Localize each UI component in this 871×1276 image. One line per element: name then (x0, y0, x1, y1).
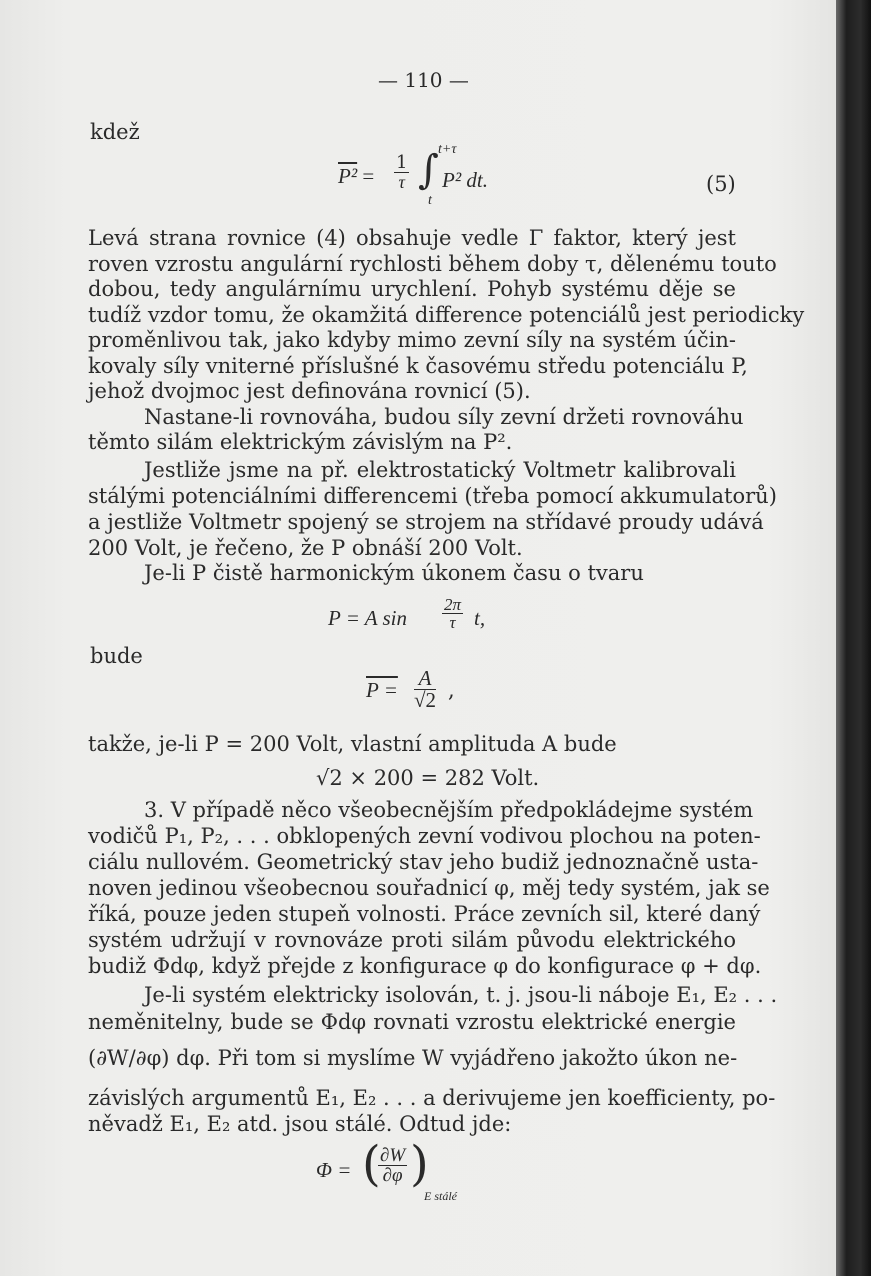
text-line: takže, je-li P = 200 Volt, vlastní amplituda A bude (88, 732, 617, 756)
harmonic-t: t, (474, 606, 486, 630)
text-line: Levá strana rovnice (4) obsahuje vedle Γ faktor, který jest (88, 226, 736, 250)
text-line: Nastane-li rovnováha, budou síly zevní držeti rovnováhu (144, 405, 744, 429)
text-line: těmto silám elektrickým závislým na P². (88, 430, 513, 454)
text-line: neměnitelny, bude se Φdφ rovnati vzrostu elektrické energie (88, 1010, 736, 1034)
text-line: ciálu nullovém. Geometrický stav jeho budiž jednoznačně usta- (88, 850, 759, 874)
word-bude: bude (90, 644, 143, 668)
text-line: vodičů P₁, P₂, . . . obklopených zevní vodivou plochou na poten- (88, 824, 761, 848)
text-line: Je-li systém elektricky isolován, t. j. jsou-li náboje E₁, E₂ . . . (144, 983, 778, 1007)
word-kdez: kdež (90, 120, 140, 144)
text-line: proměnlivou tak, jako kdyby mimo zevní síly na systém účin- (88, 328, 736, 352)
text-line: 3. V případě něco všeobecnějším předpokládejme systém (144, 798, 754, 822)
book-spine-edge (836, 0, 871, 1276)
left-paren: ( (362, 1136, 381, 1192)
text-line: a jestliže Voltmetr spojený se strojem na střídavé proudy udává (88, 510, 764, 534)
equation-phi-lhs: Φ = (316, 1158, 352, 1182)
equation-number-5: (5) (706, 172, 736, 196)
equation-5-lhs: P² = (338, 164, 375, 188)
right-paren: ) (410, 1136, 429, 1192)
text-line: dobou, tedy angulárnímu urychlení. Pohyb systému děje se (88, 277, 736, 301)
text-line: 200 Volt, je řečeno, že P obnáší 200 Volt. (88, 536, 523, 560)
text-line: stálými potenciálními differencemi (třeba pomocí akkumulatorů) (88, 484, 777, 508)
equation-mean-fraction: $\frac{A}{√2}$ (414, 666, 437, 712)
equation-phi-fraction: $\frac{\partial W}{\partial\varphi}$ (380, 1145, 406, 1186)
page-number: — 110 — (378, 68, 469, 92)
text-line: noven jedinou všeobecnou souřadnicí φ, měj tedy systém, jak se (88, 876, 770, 900)
text-line: říká, pouze jeden stupeň volnosti. Práce zevních sil, které daný (88, 902, 761, 926)
text-line: jehož dvojmoc jest definována rovnicí (5). (88, 379, 531, 403)
text-line: (∂W/∂φ) dφ. Při tom si myslíme W vyjádřeno jakožto úkon ne- (88, 1046, 738, 1070)
text-line: budiž Φdφ, když přejde z konfigurace φ do konfigurace φ + dφ. (88, 954, 762, 978)
equation-5-fraction: $\frac{1}{\tau}$ (396, 152, 408, 192)
text-line: něvadž E₁, E₂ atd. jsou stálé. Odtud jde: (88, 1112, 512, 1136)
equation-mean-lhs: P = (366, 678, 398, 702)
text-line: Jestliže jsme na př. elektrostatický Voltmetr kalibrovali (144, 458, 736, 482)
text-line: systém udržují v rovnováze proti silám původu elektrického (88, 928, 736, 952)
equation-harmonic: P = A sin (328, 606, 407, 630)
integral-lower-limit: t (428, 193, 432, 208)
equation-calc: √2 × 200 = 282 Volt. (316, 766, 540, 790)
integral-upper-limit: t+τ (438, 142, 457, 157)
text-line: Je-li P čistě harmonickým úkonem času o tvaru (144, 561, 644, 585)
text-line: kovaly síly vniterné příslušné k časovému středu potenciálu P, (88, 354, 748, 378)
harmonic-fraction: $\frac{2\pi}{\tau}$ (444, 595, 462, 632)
integrand: P² dt. (442, 168, 488, 192)
equation-mean-comma: , (448, 678, 455, 702)
equation-phi-subscript: E stálé (424, 1189, 457, 1203)
text-line: závislých argumentů E₁, E₂ . . . a derivujeme jen koefficienty, po- (88, 1086, 776, 1110)
integral-sign: ∫ (418, 147, 439, 193)
text-line: tudíž vzdor tomu, že okamžitá difference potenciálů jest periodicky (88, 303, 805, 327)
text-line: roven vzrostu angulární rychlosti během doby τ, dělenému touto (88, 252, 777, 276)
